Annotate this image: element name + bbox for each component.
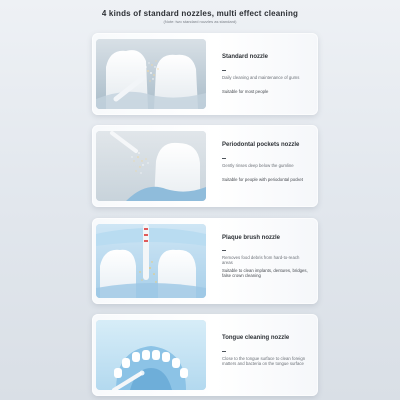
teeth-with-brush-nozzle-image	[96, 224, 206, 298]
divider-dash	[222, 351, 226, 352]
page-subtitle: (Note: two standard nozzles as standard)	[163, 19, 237, 24]
nozzle-card-plaque-brush	[92, 218, 318, 304]
nozzle-card-standard	[92, 33, 318, 115]
tooth-illustration	[96, 131, 206, 201]
teeth-illustration	[96, 39, 206, 109]
divider-dash	[222, 70, 226, 71]
nozzle-suitability: Suitable for people with periodontal pocket	[222, 177, 303, 182]
tongue-cleaning-image	[96, 320, 206, 390]
nozzle-description: Daily cleaning and maintenance of gums	[222, 75, 300, 80]
nozzle-title: Standard nozzle	[222, 54, 269, 60]
page-title: 4 kinds of standard nozzles, multi effect cleaning	[101, 9, 299, 18]
nozzle-title: Periodontal pockets nozzle	[222, 142, 300, 148]
nozzle-description: Close to the tongue surface to clean foreign matters and bacteria on the tongue surface	[222, 356, 306, 367]
teeth-with-water-jet-image	[96, 39, 206, 109]
teeth-illustration	[96, 224, 206, 298]
tooth-with-nozzle-image	[96, 131, 206, 201]
nozzle-card-periodontal	[92, 125, 318, 207]
nozzle-title: Tongue cleaning nozzle	[222, 335, 290, 341]
nozzle-description: Gently rinses deep below the gumline	[222, 163, 294, 168]
nozzle-suitability: Suitable for most people	[222, 89, 269, 94]
nozzle-card-tongue	[92, 314, 318, 396]
divider-dash	[222, 158, 226, 159]
divider-dash	[222, 250, 226, 251]
nozzle-title: Plaque brush nozzle	[222, 235, 281, 241]
mouth-illustration	[96, 320, 206, 390]
nozzle-suitability: Suitable to clean implants, dentures, bridges, false crown cleaning	[222, 268, 308, 279]
nozzle-description: Removes food debris from hard-to-reach areas	[222, 255, 300, 266]
